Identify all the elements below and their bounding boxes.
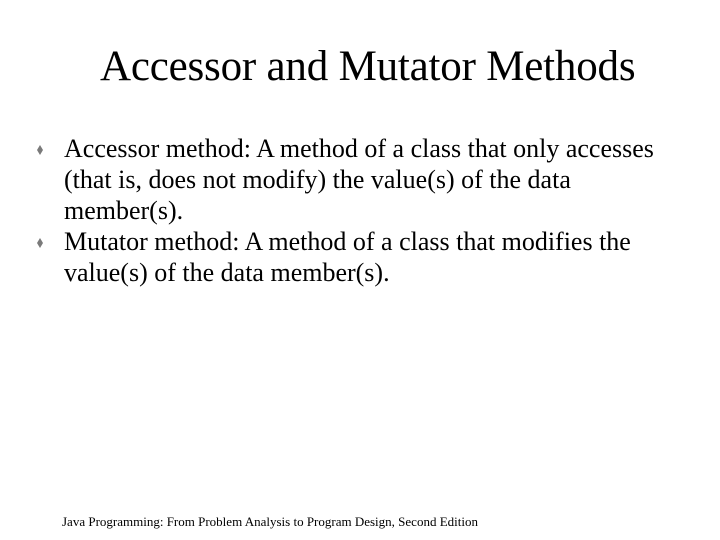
bullet-text-mutator: Mutator method: A method of a class that modifies the value(s) of the data member(s).	[64, 227, 631, 287]
bullet-list	[35, 133, 675, 288]
slide-footer: Java Programming: From Problem Analysis to Program Design, Second Edition	[62, 514, 478, 529]
diamond-bullet-icon	[35, 134, 45, 165]
slide-title: Accessor and Mutator Methods	[100, 43, 636, 90]
bullet-item-mutator	[35, 226, 675, 288]
diamond-bullet-icon	[35, 227, 45, 258]
bullet-item-accessor	[35, 133, 675, 226]
bullet-text-accessor: Accessor method: A method of a class that only accesses (that is, does not modify) the value(s) of the data member(s).	[64, 134, 654, 225]
